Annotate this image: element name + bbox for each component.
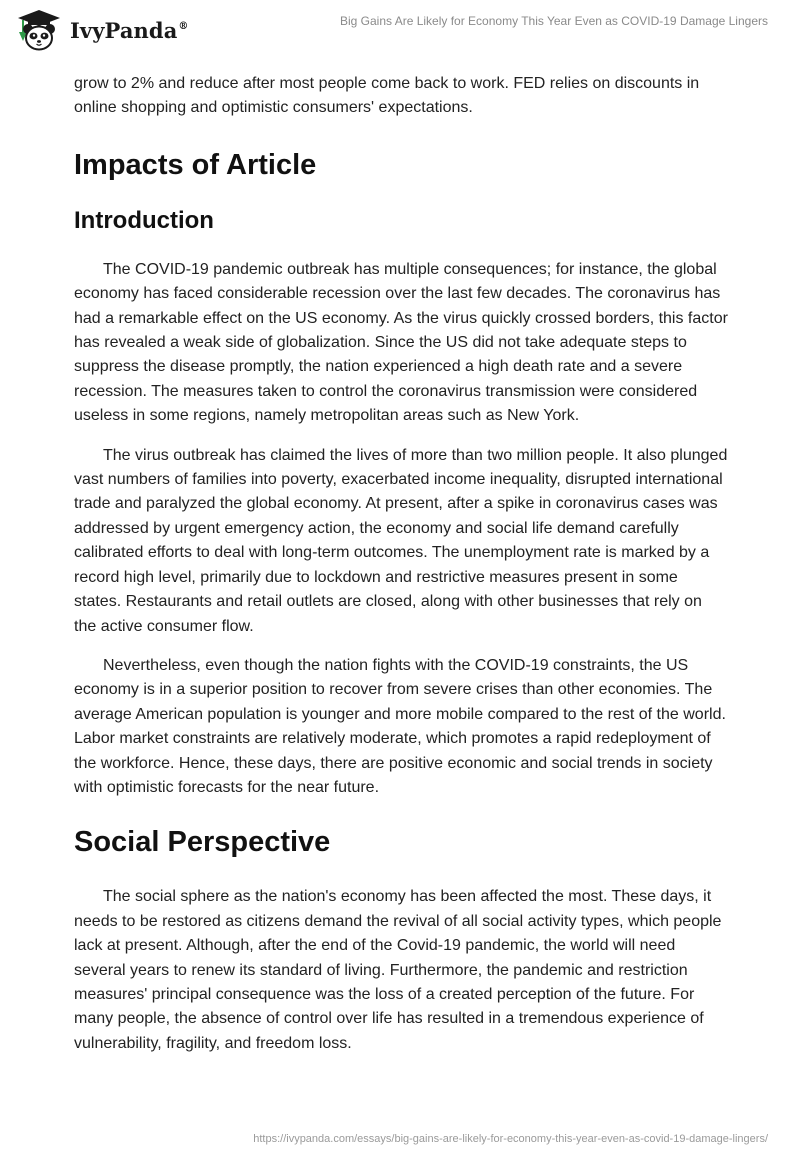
document-title: Big Gains Are Likely for Economy This Year Even as COVID-19 Damage Lingers [340, 14, 768, 28]
registered-mark: ® [178, 20, 189, 32]
paragraph-3: Nevertheless, even though the nation fights with the COVID-19 constraints, the US economy is in a superior position to recover from severe crises than other economies. The average American population is younger and more mobile compared to the rest of the world. Labor market constraints are relatively moderate, which promotes a rapid redeployment of the workforce. Hence, these days, there are positive economic and social trends in society with optimistic forecasts for the near future. [74, 656, 726, 796]
page-header [0, 0, 800, 60]
section-heading-impacts: Impacts of Article [74, 148, 317, 181]
section-heading-social-perspective: Social Perspective [74, 826, 331, 859]
panda-mascot-icon [14, 8, 64, 52]
paragraph-2: The virus outbreak has claimed the lives of more than two million people. It also plunged vast numbers of families into poverty, exacerbated income inequality, disrupted international trade and paralyzed the global economy. At present, after a spike in coronavirus cases was addressed by urgent emergency action, the economy and social life demand carefully calibrated efforts to deal with long-term outcomes. The unemployment rate is marked by a record high level, primarily due to lockdown and restrictive measures present in some states. Restaurants and retail outlets are closed, along with other businesses that rely on the active consumer flow. [74, 446, 728, 635]
source-url[interactable]: https://ivypanda.com/essays/big-gains-are-likely-for-economy-this-year-even-as-covid-19-damage-lingers/ [253, 1133, 768, 1145]
article-body [74, 72, 728, 1056]
brand-logo[interactable] [14, 8, 189, 52]
intro-paragraph: grow to 2% and reduce after most people come back to work. FED relies on discounts in online shopping and optimistic consumers' expectations. [74, 75, 700, 117]
paragraph-4: The social sphere as the nation's economy has been affected the most. These days, it needs to be restored as citizens demand the revival of all social activity types, which people lack at present. Although, after the end of the Covid-19 pandemic, the world will need several years to renew its standard of living. Furthermore, the pandemic and restriction measures' principal consequence was the loss of a created perception of the future. For many people, the absence of control over life has resulted in a tremendous experience of vulnerability, fragility, and freedom loss. [74, 888, 722, 1052]
brand-name: IvyPanda® [70, 17, 189, 43]
subsection-heading-introduction: Introduction [74, 206, 214, 234]
paragraph-1: The COVID-19 pandemic outbreak has multiple consequences; for instance, the global economy has faced considerable recession over the last few decades. The coronavirus has had a remarkable effect on the US economy. As the virus quickly crossed borders, this factor has revealed a weak side of globalization. Since the US did not take adequate steps to suppress the disease promptly, the nation experienced a high death rate and a severe recession. The measures taken to control the coronavirus transmission were considered useless in some regions, namely metropolitan areas such as New York. [74, 260, 728, 425]
